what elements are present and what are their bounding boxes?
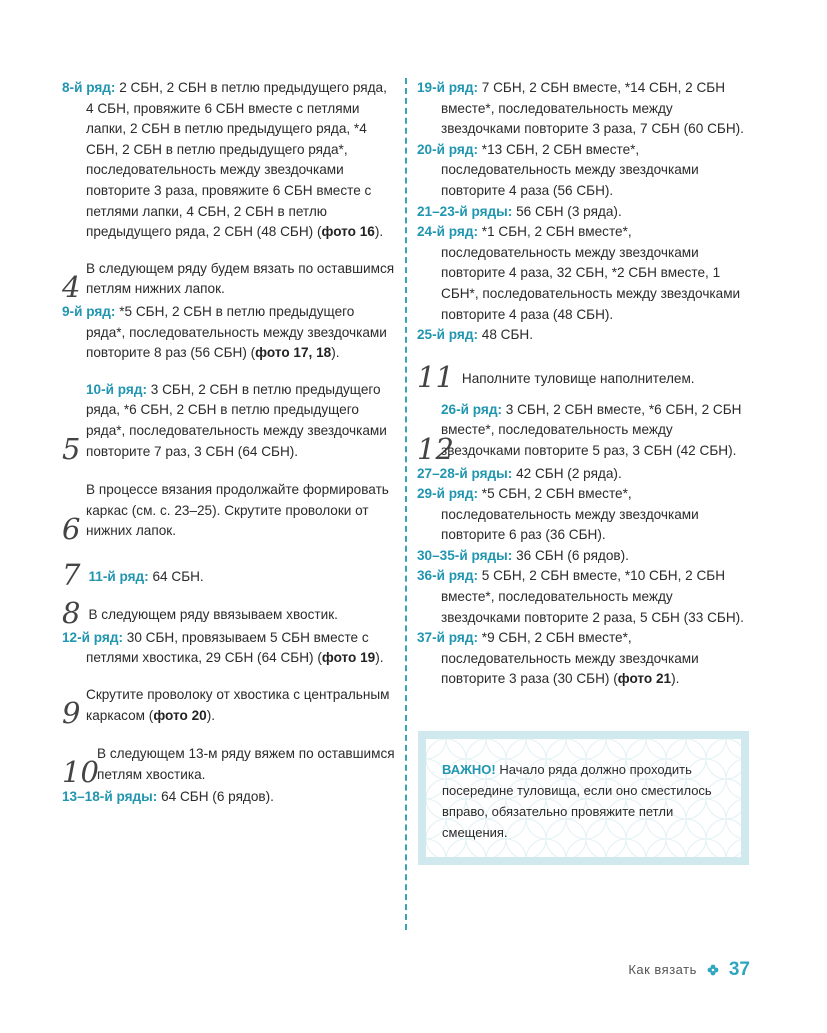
- row-label: 21–23-й ряды:: [417, 203, 513, 219]
- step-5: [62, 380, 397, 467]
- row-end: ).: [671, 671, 680, 687]
- row-label: 26-й ряд:: [441, 401, 502, 417]
- photo-ref: фото 16: [321, 224, 375, 240]
- step-8: [62, 595, 397, 630]
- step-4: [62, 259, 397, 302]
- step-number: 5: [62, 432, 81, 467]
- row-label: 8-й ряд:: [62, 80, 116, 95]
- section-title: Как вязать: [628, 961, 697, 977]
- row-text: 2 СБН, 2 СБН в петлю предыдущего ряда, 4 СБН, провяжите 6 СБН вместе с петлями лапки, 2 СБН в петлю предыдущего ряда, *4 СБН, 2 СБН в петлю предыдущего ряда*, последовательность между звездочками повторите 3 раза, провяжите 6 СБН вместе с петлями лапки, 4 СБН, 2 СБН в петлю предыдущего ряда, 2 СБН (48 СБН) (: [86, 80, 387, 240]
- photo-ref: фото 21: [617, 671, 672, 687]
- row-20: [417, 140, 752, 202]
- photo-ref: фото 17, 18: [255, 345, 332, 361]
- row-text: *9 СБН, 2 СБН вместе*, последовательность между звездочками повторите 3 раза (30 СБН) (: [441, 630, 699, 687]
- step-12: [417, 400, 752, 464]
- row-text: 30 СБН, провязываем 5 СБН вместе с петлями хвостика, 29 СБН (64 СБН) (: [86, 629, 369, 666]
- note-important-label: ВАЖНО!: [442, 762, 496, 777]
- step-number: 12: [417, 431, 454, 466]
- row-text: 48 СБН.: [478, 327, 534, 343]
- row-label: 13–18-й ряды:: [62, 789, 158, 805]
- row-text: 42 СБН (2 ряда).: [512, 465, 622, 481]
- row-text: 56 СБН (3 ряда).: [512, 203, 622, 219]
- step-number: 6: [62, 511, 81, 546]
- row-label: 37-й ряд:: [417, 630, 478, 646]
- row-label: 24-й ряд:: [417, 224, 478, 240]
- important-note-box: [418, 731, 749, 865]
- row-19: [417, 78, 752, 140]
- row-text: 36 СБН (6 рядов).: [512, 547, 629, 563]
- step-text: В следующем ряду будем вязать по оставшимся петлям нижних лапок.: [86, 260, 395, 297]
- row-label: 36-й ряд:: [417, 568, 478, 584]
- flower-icon: [707, 964, 719, 976]
- step-number: 7: [62, 557, 81, 592]
- note-text: Начало ряда должно проходить посередине туловища, если оно сместилось вправо, обязательно провяжите петли смещения.: [442, 762, 712, 840]
- row-text: 7 СБН, 2 СБН вместе, *14 СБН, 2 СБН вместе*, последовательность между звездочками повторите 3 раза, 7 СБН (60 СБН).: [441, 80, 744, 137]
- row-end: ).: [206, 707, 216, 723]
- column-divider: [405, 78, 407, 930]
- row-label: 27–28-й ряды:: [417, 465, 513, 481]
- row-37: [417, 628, 752, 690]
- step-number: 11: [417, 359, 454, 394]
- row-label: 19-й ряд:: [417, 80, 478, 95]
- row-27-28: [417, 464, 752, 485]
- step-text: Скрутите проволоку от хвостика с центральным каркасом (: [86, 687, 390, 723]
- photo-ref: фото 19: [321, 650, 376, 666]
- step-number: 10: [62, 755, 99, 790]
- row-label: 25-й ряд:: [417, 327, 478, 343]
- row-label: 11-й ряд:: [88, 569, 149, 585]
- step-number: 9: [62, 696, 81, 731]
- step-7: [62, 557, 397, 592]
- step-11: [417, 359, 752, 394]
- row-12: [62, 628, 397, 669]
- step-text: 3 СБН, 2 СБН вместе, *6 СБН, 2 СБН вместе*, последовательность между звездочками повторите 5 раз, 3 СБН (42 СБН).: [441, 401, 742, 458]
- row-8: [62, 78, 397, 243]
- row-label: 20-й ряд:: [417, 141, 478, 157]
- row-label: 29-й ряд:: [417, 486, 478, 502]
- page-footer: [590, 958, 750, 982]
- row-24: [417, 222, 752, 325]
- row-21-23: [417, 202, 752, 223]
- row-end: ).: [374, 224, 384, 240]
- row-label: 9-й ряд:: [62, 303, 116, 319]
- row-end: ).: [331, 345, 340, 361]
- row-text: *1 СБН, 2 СБН вместе*, последовательность между звездочками повторите 4 раза, 32 СБН, *2 СБН вместе, 1 СБН*, последовательность между звездочками повторите 4 раза (48 СБН).: [441, 224, 741, 322]
- step-text: В следующем 13-м ряду вяжем по оставшимся петлям хвостика.: [97, 746, 395, 782]
- row-label: 10-й ряд:: [86, 381, 147, 397]
- row-text: 5 СБН, 2 СБН вместе, *10 СБН, 2 СБН вместе*, последовательность между звездочками повторите 2 раза, 5 СБН (33 СБН).: [441, 568, 744, 625]
- row-label: 12-й ряд:: [62, 629, 123, 645]
- row-end: ).: [375, 650, 384, 666]
- row-36: [417, 566, 752, 628]
- step-text: 64 СБН.: [148, 569, 204, 585]
- row-text: *5 СБН, 2 СБН вместе*, последовательность между звездочками повторите 6 раз (36 СБН).: [441, 486, 699, 543]
- page-number: 37: [728, 958, 750, 980]
- row-label: 30–35-й ряды:: [417, 547, 513, 563]
- row-9: [62, 302, 397, 364]
- row-29: [417, 484, 752, 546]
- step-number: 4: [62, 269, 81, 304]
- row-13-18: [62, 787, 397, 808]
- row-text: *13 СБН, 2 СБН вместе*, последовательность между звездочками повторите 4 раза (56 СБН).: [441, 141, 699, 198]
- step-text: Наполните туловище наполнителем.: [461, 371, 695, 387]
- step-6: [62, 480, 397, 544]
- left-column: [62, 78, 397, 808]
- step-text: В процессе вязания продолжайте формировать каркас (см. с. 23–25). Скрутите проволоки от нижних лапок.: [86, 482, 389, 539]
- row-text: *5 СБН, 2 СБН в петлю предыдущего ряда*, последовательность между звездочками повторите 8 раз (56 СБН) (: [86, 303, 387, 361]
- row-30-35: [417, 546, 752, 567]
- step-number: 8: [62, 595, 81, 630]
- right-column: [417, 78, 752, 690]
- step-10: [62, 744, 397, 790]
- row-25: [417, 325, 752, 346]
- step-text: В следующем ряду ввязываем хвостик.: [88, 607, 338, 623]
- step-text: 3 СБН, 2 СБН в петлю предыдущего ряда, *6 СБН, 2 СБН в петлю предыдущего ряда*, последовательность между звездочками повторите 7 раз, 3 СБН (64 СБН).: [86, 381, 387, 459]
- step-9: [62, 685, 397, 731]
- photo-ref: фото 20: [153, 707, 207, 723]
- row-text: 64 СБН (6 рядов).: [157, 789, 274, 805]
